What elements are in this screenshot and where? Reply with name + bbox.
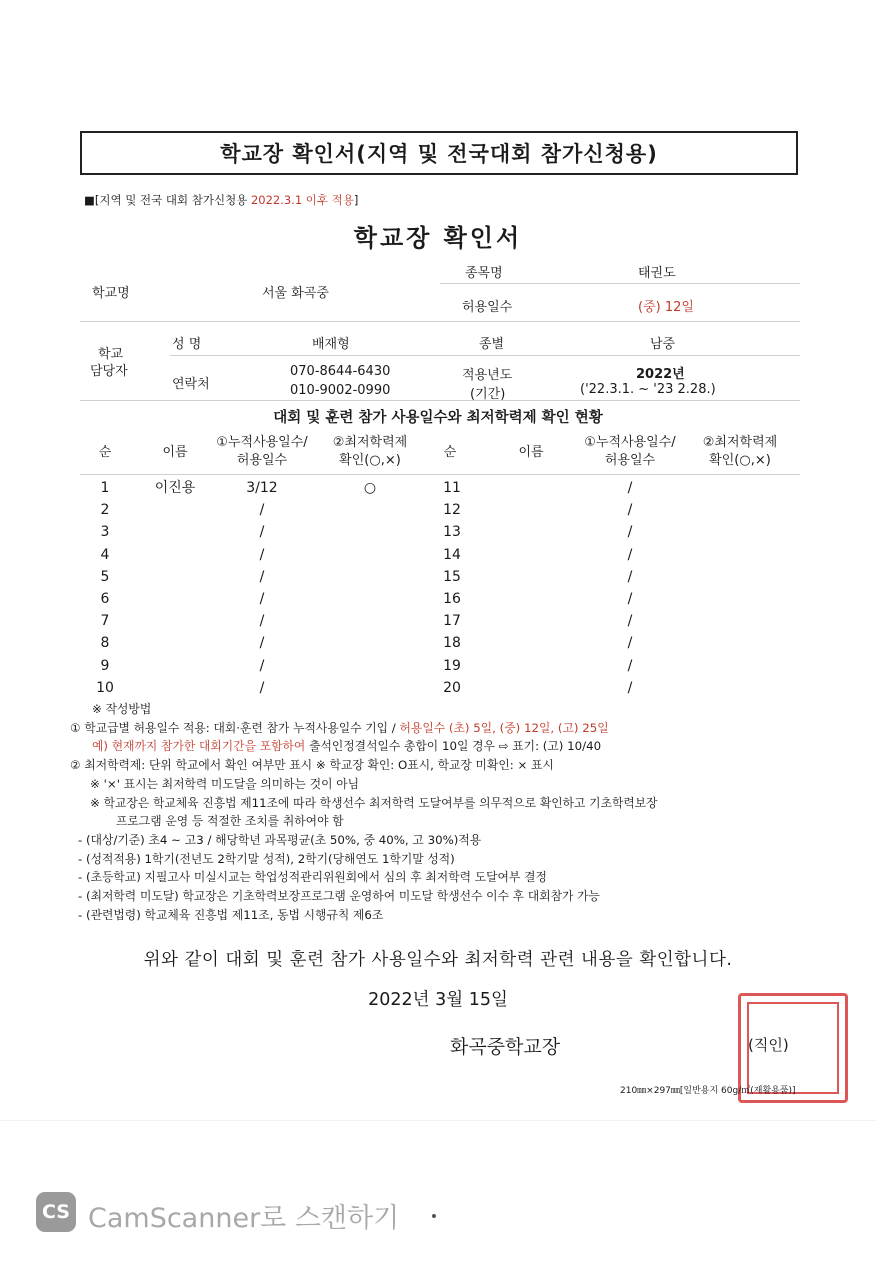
cell-no: 8	[100, 635, 110, 652]
cell-days: /	[627, 657, 633, 674]
cell-no: 16	[443, 591, 461, 607]
cell-no: 15	[443, 568, 461, 585]
cell-days: /	[627, 635, 633, 652]
header-grade-1: ②최저학력제	[332, 435, 408, 450]
cell-days: /	[627, 502, 633, 519]
divider	[80, 474, 800, 475]
cell-no: 1	[100, 480, 110, 496]
paper-size-note: 210㎜×297㎜[일반용지 60g/㎡(재활용품)]	[620, 1086, 796, 1096]
cell-no: 18	[443, 635, 461, 652]
cell-days: 3/12	[246, 480, 278, 496]
note-6: - (성적적용) 1학기(전년도 2학기말 성적), 2학기(당해연도 1학기말 성적)	[78, 851, 455, 866]
cell-no: 11	[443, 480, 461, 496]
cell-name: 이진용	[154, 480, 196, 496]
cell-days: /	[627, 613, 633, 630]
note-2: ② 최저학력제: 단위 학교에서 확인 여부만 표시 ※ 학교장 확인: O표시, 학교장 미확인: × 표시	[70, 758, 554, 773]
gender-label: 종별	[479, 337, 505, 352]
contact-label: 연락처	[172, 377, 210, 392]
school-value: 서울 화곡중	[262, 286, 329, 301]
cell-no: 17	[443, 613, 461, 630]
cell-no: 13	[443, 524, 461, 541]
cell-no: 9	[100, 657, 110, 674]
issue-date: 2022년 3월 15일	[368, 990, 508, 1010]
instructions	[70, 700, 830, 924]
cell-no: 4	[100, 546, 110, 563]
header-days-1: ①누적사용일수/	[216, 435, 308, 450]
seal-label: (직인)	[748, 1036, 789, 1054]
name-label: 성 명	[172, 337, 202, 352]
note-9: - (관련법령) 학교체육 진흥법 제11조, 동법 시행규칙 제6조	[78, 907, 384, 922]
divider	[170, 355, 800, 356]
cell-days: /	[259, 546, 265, 563]
sport-value: 태권도	[638, 266, 676, 281]
manager-label-1: 학교	[98, 347, 124, 362]
cell-no: 7	[100, 613, 110, 630]
contact-phone-1: 070-8644-6430	[290, 364, 391, 379]
divider	[80, 400, 800, 401]
confirmation-statement: 위와 같이 대회 및 훈련 참가 사용일수와 최저학력 관련 내용을 확인합니다.	[143, 950, 733, 970]
cell-no: 14	[443, 546, 461, 563]
camscanner-logo-icon: CS	[36, 1192, 76, 1232]
cell-no: 19	[443, 657, 461, 674]
notice-line: ■[지역 및 전국 대회 참가신청용 2022.3.1 이후 적용]	[84, 193, 359, 207]
cell-no: 3	[100, 524, 110, 541]
cell-days: /	[627, 480, 633, 496]
year-value: 2022년	[636, 367, 685, 382]
days-label: 허용일수	[462, 300, 513, 315]
header-no: 순	[443, 445, 457, 460]
note-7: - (초등학교) 지필고사 미실시교는 학업성적관리위원회에서 심의 후 최저학력 도달여부 결정	[78, 870, 547, 885]
cell-no: 20	[443, 679, 461, 696]
year-label-1: 적용년도	[462, 368, 513, 383]
cell-no: 5	[100, 568, 110, 585]
cell-no: 2	[100, 502, 110, 519]
camscanner-watermark: CamScanner로 스캔하기	[88, 1203, 400, 1234]
period-value: ('22.3.1. ~ '23 2.28.)	[580, 382, 716, 397]
cell-days: /	[259, 657, 265, 674]
notice-date: 2022.3.1 이후 적용	[250, 193, 354, 207]
cell-days: /	[259, 635, 265, 652]
cell-grade: ○	[363, 480, 377, 496]
cell-days: /	[259, 502, 265, 519]
gender-value: 남중	[650, 337, 676, 352]
note-3: ※ '×' 표시는 최저학력 미도달을 의미하는 것이 아님	[90, 776, 360, 791]
cell-no: 6	[100, 591, 110, 607]
header-no: 순	[98, 445, 112, 460]
sport-label: 종목명	[465, 266, 503, 281]
cell-days: /	[259, 679, 265, 696]
year-label-2: (기간)	[470, 387, 506, 402]
header-grade-1: ②최저학력제	[702, 435, 778, 450]
note-1-example: 예) 현재까지 참가한 대회기간을 포함하여 출석인정결석일수 총합이 10일 경우 ⇨ 표기: (고) 10/40	[92, 739, 602, 754]
cell-days: /	[627, 546, 633, 563]
days-value: (중) 12일	[638, 300, 694, 315]
header-days-2: 허용일수	[604, 453, 656, 468]
roster-title: 대회 및 훈련 참가 사용일수와 최저학력제 확인 현황	[273, 410, 603, 426]
principal-signature: 화곡중학교장	[450, 1036, 561, 1058]
cell-days: /	[627, 568, 633, 585]
cell-days: /	[259, 613, 265, 630]
header-days-2: 허용일수	[236, 453, 288, 468]
instructions-heading: ※ 작성방법	[92, 702, 152, 716]
header-days-1: ①누적사용일수/	[584, 435, 676, 450]
cell-days: /	[259, 591, 265, 607]
cell-days: /	[627, 524, 633, 541]
cell-days: /	[259, 568, 265, 585]
cell-days: /	[259, 524, 265, 541]
school-label: 학교명	[92, 286, 130, 301]
note-1: ① 학교급별 허용일수 적용: 대회·훈련 참가 누적사용일수 기입 / 허용일수 (초) 5일, (중) 12일, (고) 25일	[70, 720, 609, 735]
header-name: 이름	[518, 445, 544, 460]
form-title: 학교장 확인서	[353, 224, 523, 252]
document-title: 학교장 확인서(지역 및 전국대회 참가신청용)	[220, 142, 658, 166]
contact-phone-2: 010-9002-0990	[290, 383, 391, 398]
document-title-box	[80, 131, 798, 175]
cell-days: /	[627, 679, 633, 696]
cell-no: 10	[96, 679, 114, 696]
note-4: ※ 학교장은 학교체육 진흥법 제11조에 따라 학생선수 최저학력 도달여부를 의무적으로 확인하고 기초학력보장	[90, 795, 658, 810]
note-8: - (최저학력 미도달) 학교장은 기초학력보장프로그램 운영하여 미도달 학생선수 이수 후 대회참가 가능	[78, 889, 600, 904]
divider	[80, 321, 800, 322]
note-4-cont: 프로그램 운영 등 적절한 조치를 취하여야 함	[116, 814, 344, 829]
header-grade-2: 확인(○,×)	[709, 453, 771, 468]
divider	[440, 283, 800, 284]
cell-days: /	[627, 591, 633, 607]
header-grade-2: 확인(○,×)	[339, 453, 401, 468]
note-5: - (대상/기준) 초4 ~ 고3 / 해당학년 과목평균(초 50%, 중 40%, 고 30%)적용	[78, 832, 482, 847]
cell-no: 12	[443, 502, 461, 519]
name-value: 배재형	[312, 337, 350, 352]
manager-label-2: 담당자	[90, 364, 128, 379]
header-name: 이름	[162, 445, 188, 460]
